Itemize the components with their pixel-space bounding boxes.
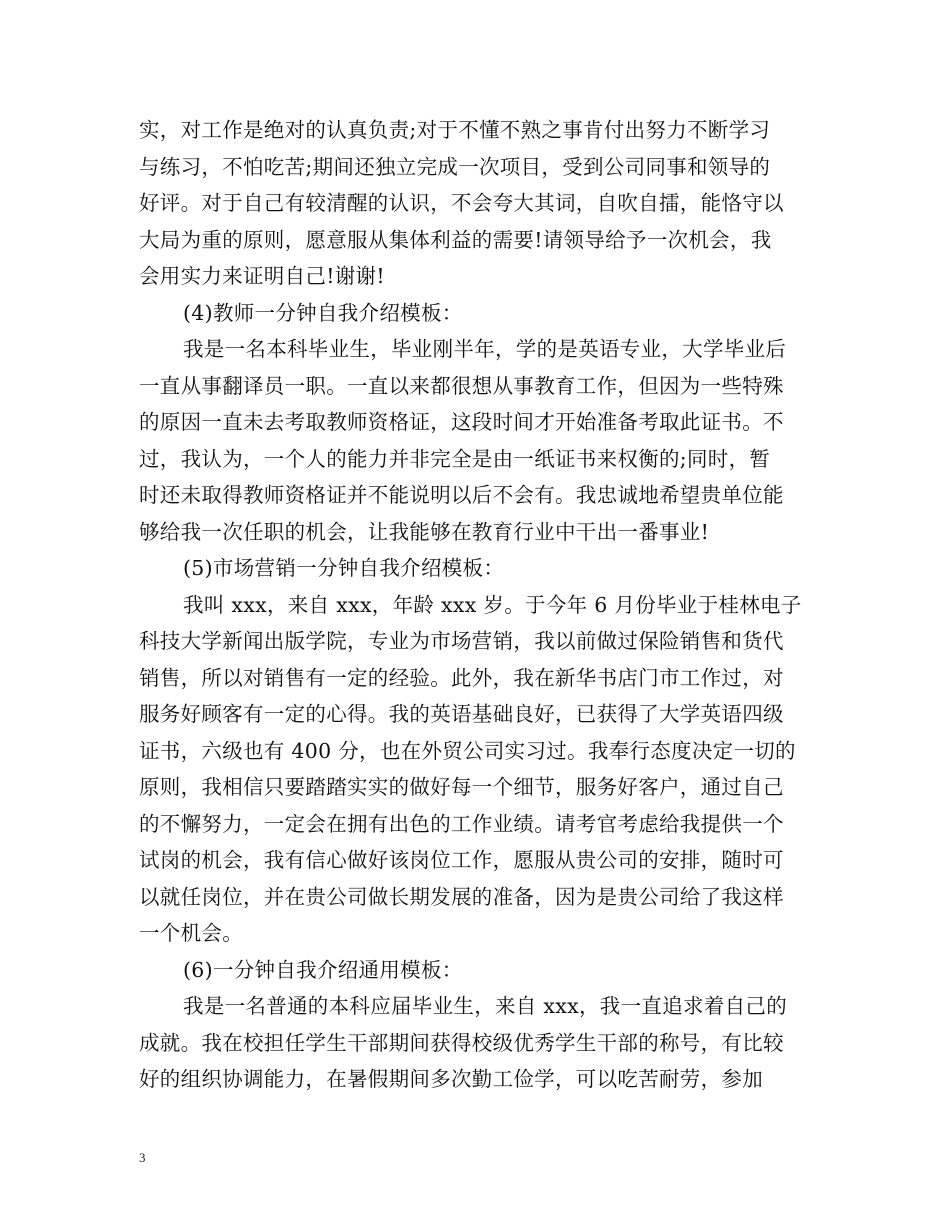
text-line: 过，我认为，一个人的能力并非完全是由一纸证书来权衡的;同时，暂 <box>139 446 771 471</box>
paragraph-start: 我是一名本科毕业生，毕业刚半年，学的是英语专业，大学毕业后 <box>183 337 787 361</box>
text-line: 以就任岗位，并在贵公司做长期发展的准备，因为是贵公司给了我这样 <box>139 884 784 909</box>
section-heading: (6)一分钟自我介绍通用模板： <box>183 957 463 982</box>
text-line: 好评。对于自己有较清醒的认识，不会夸大其词，自吹自擂，能恪守以 <box>139 191 784 215</box>
text-line: 的不懈努力，一定会在拥有出色的工作业绩。请考官考虑给我提供一个 <box>139 811 784 836</box>
paragraph-start: 我叫 xxx，来自 xxx，年龄 xxx 岁。于今年 6 月份毕业于桂林电子 <box>183 592 802 617</box>
page-number: 3 <box>139 1150 146 1165</box>
text-line: 一个机会。 <box>139 921 243 945</box>
paragraph-start: 我是一名普通的本科应届毕业生，来自 xxx，我一直追求着自己的 <box>183 994 787 1018</box>
text-line: 服务好顾客有一定的心得。我的英语基础良好，已获得了大学英语四级 <box>139 702 784 726</box>
text-line: 一直从事翻译员一职。一直以来都很想从事教育工作，但因为一些特殊 <box>139 373 784 398</box>
text-line: 原则，我相信只要踏踏实实的做好每一个细节，服务好客户，通过自己 <box>139 775 784 799</box>
text-line: 够给我一次任职的机会，让我能够在教育行业中干出一番事业! <box>139 519 710 544</box>
text-line: 时还未取得教师资格证并不能说明以后不会有。我忠诚地希望贵单位能 <box>139 483 784 507</box>
text-line: 证书，六级也有 400 分，也在外贸公司实习过。我奉行态度决定一切的 <box>139 738 796 763</box>
text-line: 科技大学新闻出版学院，专业为市场营销，我以前做过保险销售和货代 <box>139 629 784 653</box>
text-line: 好的组织协调能力，在暑假期间多次勤工俭学，可以吃苦耐劳，参加 <box>139 1067 763 1091</box>
text-line: 成就。我在校担任学生干部期间获得校级优秀学生干部的称号，有比较 <box>139 1030 784 1055</box>
body-text <box>139 112 819 1098</box>
section-heading: (5)市场营销一分钟自我介绍模板： <box>183 556 505 580</box>
text-line: 与练习，不怕吃苦;期间还独立完成一次项目，受到公司同事和领导的 <box>139 154 771 179</box>
text-line: 的原因一直未去考取教师资格证，这段时间才开始准备考取此证书。不 <box>139 410 784 434</box>
text-line: 销售，所以对销售有一定的经验。此外，我在新华书店门市工作过，对 <box>139 665 784 690</box>
text-line: 实，对工作是绝对的认真负责;对于不懂不熟之事肯付出努力不断学习 <box>139 118 771 142</box>
text-line: 试岗的机会，我有信心做好该岗位工作，愿服从贵公司的安排，随时可 <box>139 848 784 872</box>
section-heading: (4)教师一分钟自我介绍模板： <box>183 300 463 325</box>
text-line: 大局为重的原则，愿意服从集体利益的需要!请领导给予一次机会，我 <box>139 227 772 252</box>
text-line: 会用实力来证明自己!谢谢! <box>139 264 385 288</box>
